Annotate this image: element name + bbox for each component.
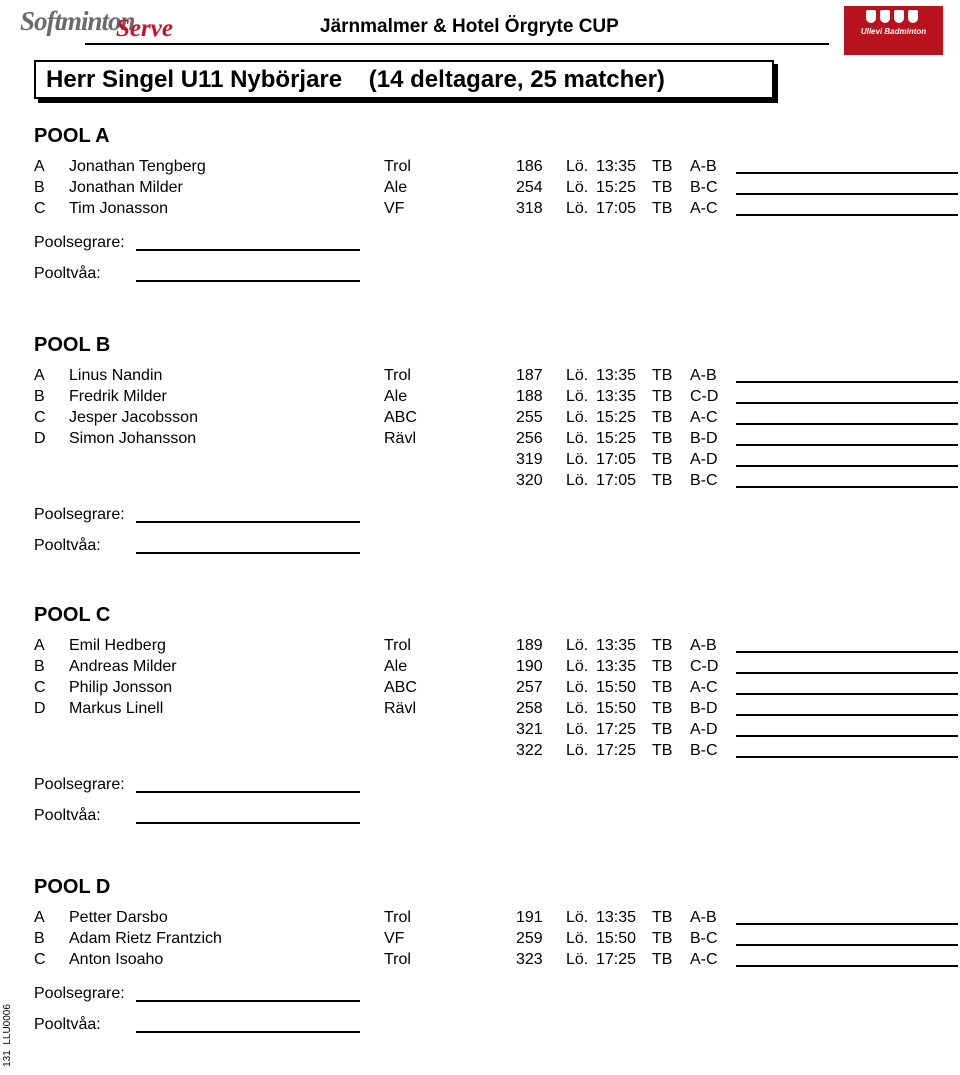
pool-winner-line[interactable] bbox=[136, 521, 360, 523]
match-venue: TB bbox=[652, 679, 673, 696]
match-day: Lö. bbox=[566, 430, 589, 447]
player-name: Jonathan Milder bbox=[69, 179, 183, 196]
player-name: Linus Nandin bbox=[69, 367, 163, 384]
player-position: B bbox=[34, 179, 45, 196]
pool-runner-up-label: Pooltvåa: bbox=[34, 1016, 101, 1033]
match-day: Lö. bbox=[566, 451, 589, 468]
logo-left-word1: Softminton bbox=[20, 6, 135, 36]
match-number: 190 bbox=[516, 658, 543, 675]
match-time: 13:35 bbox=[596, 388, 637, 405]
match-day: Lö. bbox=[566, 388, 589, 405]
match-pairing: B-D bbox=[690, 430, 718, 447]
pool-runner-up-label: Pooltvåa: bbox=[34, 807, 101, 824]
shuttlecock-icon bbox=[894, 10, 904, 23]
match-result-line[interactable] bbox=[736, 214, 958, 216]
shuttlecock-icon bbox=[866, 10, 876, 23]
player-club: Ale bbox=[384, 388, 408, 405]
player-position: B bbox=[34, 658, 45, 675]
player-name: Fredrik Milder bbox=[69, 388, 167, 405]
pool-title: POOL C bbox=[34, 604, 111, 626]
match-day: Lö. bbox=[566, 472, 589, 489]
player-name: Simon Johansson bbox=[69, 430, 197, 447]
shuttlecock-icon bbox=[880, 10, 890, 23]
match-day: Lö. bbox=[566, 367, 589, 384]
cup-title: Järnmalmer & Hotel Örgryte CUP bbox=[320, 16, 619, 37]
match-venue: TB bbox=[652, 179, 673, 196]
match-time: 13:35 bbox=[596, 658, 637, 675]
match-venue: TB bbox=[652, 721, 673, 738]
player-club: Rävl bbox=[384, 700, 417, 717]
match-day: Lö. bbox=[566, 909, 589, 926]
match-number: 322 bbox=[516, 742, 543, 759]
match-result-line[interactable] bbox=[736, 693, 958, 695]
match-pairing: A-B bbox=[690, 909, 717, 926]
softminton-serve-logo bbox=[20, 4, 185, 44]
match-time: 17:25 bbox=[596, 951, 637, 968]
match-result-line[interactable] bbox=[736, 172, 958, 174]
player-position: C bbox=[34, 409, 46, 426]
player-position: C bbox=[34, 679, 46, 696]
match-number: 321 bbox=[516, 721, 543, 738]
ullevi-badminton-logo bbox=[844, 6, 943, 55]
match-pairing: B-C bbox=[690, 742, 718, 759]
event-title-box bbox=[34, 60, 774, 99]
shuttlecock-icon bbox=[908, 10, 918, 23]
match-pairing: A-C bbox=[690, 409, 718, 426]
match-result-line[interactable] bbox=[736, 672, 958, 674]
title-underline bbox=[85, 43, 829, 45]
match-day: Lö. bbox=[566, 679, 589, 696]
match-day: Lö. bbox=[566, 721, 589, 738]
match-venue: TB bbox=[652, 409, 673, 426]
match-result-line[interactable] bbox=[736, 965, 958, 967]
player-name: Adam Rietz Frantzich bbox=[69, 930, 222, 947]
match-result-line[interactable] bbox=[736, 735, 958, 737]
match-pairing: A-D bbox=[690, 721, 718, 738]
pool-winner-label: Poolsegrare: bbox=[34, 506, 125, 523]
player-name: Tim Jonasson bbox=[69, 200, 168, 217]
player-name: Andreas Milder bbox=[69, 658, 177, 675]
match-venue: TB bbox=[652, 388, 673, 405]
match-time: 15:25 bbox=[596, 179, 637, 196]
match-number: 318 bbox=[516, 200, 543, 217]
player-position: D bbox=[34, 700, 46, 717]
match-result-line[interactable] bbox=[736, 193, 958, 195]
pool-title: POOL A bbox=[34, 125, 110, 147]
match-number: 259 bbox=[516, 930, 543, 947]
player-club: VF bbox=[384, 200, 405, 217]
player-name: Jonathan Tengberg bbox=[69, 158, 206, 175]
event-title: Herr Singel U11 Nybörjare (14 deltagare, 25 matcher) bbox=[46, 66, 665, 93]
match-time: 15:50 bbox=[596, 700, 637, 717]
match-result-line[interactable] bbox=[736, 944, 958, 946]
match-result-line[interactable] bbox=[736, 651, 958, 653]
match-venue: TB bbox=[652, 742, 673, 759]
player-name: Philip Jonsson bbox=[69, 679, 173, 696]
match-venue: TB bbox=[652, 472, 673, 489]
match-pairing: C-D bbox=[690, 388, 719, 405]
match-pairing: A-B bbox=[690, 637, 717, 654]
match-time: 17:25 bbox=[596, 742, 637, 759]
player-position: C bbox=[34, 951, 46, 968]
match-time: 15:50 bbox=[596, 930, 637, 947]
match-result-line[interactable] bbox=[736, 756, 958, 758]
player-name: Emil Hedberg bbox=[69, 637, 166, 654]
match-result-line[interactable] bbox=[736, 423, 958, 425]
player-name: Anton Isoaho bbox=[69, 951, 164, 968]
player-club: Ale bbox=[384, 658, 408, 675]
pool-runner-up-line[interactable] bbox=[136, 280, 360, 282]
match-result-line[interactable] bbox=[736, 714, 958, 716]
match-number: 319 bbox=[516, 451, 543, 468]
pool-title: POOL B bbox=[34, 334, 111, 356]
match-venue: TB bbox=[652, 930, 673, 947]
player-position: A bbox=[34, 909, 45, 926]
logo-left-word2: Serve bbox=[116, 15, 173, 42]
match-venue: TB bbox=[652, 951, 673, 968]
match-day: Lö. bbox=[566, 158, 589, 175]
player-position: B bbox=[34, 930, 45, 947]
match-venue: TB bbox=[652, 200, 673, 217]
match-day: Lö. bbox=[566, 637, 589, 654]
match-result-line[interactable] bbox=[736, 402, 958, 404]
footer-document-code: 131 LLU0006 bbox=[1, 1004, 13, 1067]
player-position: A bbox=[34, 637, 45, 654]
match-venue: TB bbox=[652, 909, 673, 926]
match-result-line[interactable] bbox=[736, 444, 958, 446]
match-time: 15:50 bbox=[596, 679, 637, 696]
player-position: A bbox=[34, 367, 45, 384]
match-time: 15:25 bbox=[596, 409, 637, 426]
match-day: Lö. bbox=[566, 951, 589, 968]
pool-runner-up-label: Pooltvåa: bbox=[34, 537, 101, 554]
player-position: C bbox=[34, 200, 46, 217]
match-time: 13:35 bbox=[596, 367, 637, 384]
match-pairing: A-C bbox=[690, 679, 718, 696]
pool-runner-up-label: Pooltvåa: bbox=[34, 265, 101, 282]
match-time: 17:25 bbox=[596, 721, 637, 738]
match-result-line[interactable] bbox=[736, 465, 958, 467]
player-position: A bbox=[34, 158, 45, 175]
player-club: Trol bbox=[384, 637, 411, 654]
match-venue: TB bbox=[652, 430, 673, 447]
match-number: 189 bbox=[516, 637, 543, 654]
match-time: 13:35 bbox=[596, 158, 637, 175]
match-venue: TB bbox=[652, 158, 673, 175]
match-pairing: B-C bbox=[690, 179, 718, 196]
pool-runner-up-line[interactable] bbox=[136, 822, 360, 824]
match-venue: TB bbox=[652, 637, 673, 654]
match-number: 320 bbox=[516, 472, 543, 489]
match-pairing: A-B bbox=[690, 367, 717, 384]
player-club: Trol bbox=[384, 909, 411, 926]
player-position: B bbox=[34, 388, 45, 405]
pool-runner-up-line[interactable] bbox=[136, 1031, 360, 1033]
pool-title: POOL D bbox=[34, 876, 111, 898]
match-venue: TB bbox=[652, 700, 673, 717]
match-number: 186 bbox=[516, 158, 543, 175]
match-number: 191 bbox=[516, 909, 543, 926]
match-time: 15:25 bbox=[596, 430, 637, 447]
logo-right-text: Ullevi Badminton bbox=[860, 27, 927, 36]
match-pairing: A-C bbox=[690, 951, 718, 968]
match-pairing: B-C bbox=[690, 472, 718, 489]
player-name: Markus Linell bbox=[69, 700, 164, 717]
match-day: Lö. bbox=[566, 742, 589, 759]
player-club: Trol bbox=[384, 158, 411, 175]
player-position: D bbox=[34, 430, 46, 447]
match-result-line[interactable] bbox=[736, 486, 958, 488]
match-venue: TB bbox=[652, 367, 673, 384]
match-number: 258 bbox=[516, 700, 543, 717]
match-venue: TB bbox=[652, 658, 673, 675]
match-number: 187 bbox=[516, 367, 543, 384]
pool-winner-line[interactable] bbox=[136, 1000, 360, 1002]
match-day: Lö. bbox=[566, 700, 589, 717]
pool-winner-label: Poolsegrare: bbox=[34, 985, 125, 1002]
player-club: Rävl bbox=[384, 430, 417, 447]
player-club: ABC bbox=[384, 679, 417, 696]
match-number: 188 bbox=[516, 388, 543, 405]
match-time: 13:35 bbox=[596, 909, 637, 926]
match-number: 255 bbox=[516, 409, 543, 426]
player-club: Trol bbox=[384, 367, 411, 384]
match-number: 256 bbox=[516, 430, 543, 447]
match-time: 17:05 bbox=[596, 200, 637, 217]
match-pairing: A-C bbox=[690, 200, 718, 217]
match-result-line[interactable] bbox=[736, 381, 958, 383]
player-club: VF bbox=[384, 930, 405, 947]
match-time: 13:35 bbox=[596, 637, 637, 654]
pool-runner-up-line[interactable] bbox=[136, 552, 360, 554]
pool-winner-line[interactable] bbox=[136, 791, 360, 793]
match-day: Lö. bbox=[566, 409, 589, 426]
match-pairing: B-C bbox=[690, 930, 718, 947]
player-club: ABC bbox=[384, 409, 417, 426]
player-club: Ale bbox=[384, 179, 408, 196]
match-pairing: B-D bbox=[690, 700, 718, 717]
match-time: 17:05 bbox=[596, 472, 637, 489]
player-name: Petter Darsbo bbox=[69, 909, 168, 926]
player-name: Jesper Jacobsson bbox=[69, 409, 198, 426]
match-pairing: A-B bbox=[690, 158, 717, 175]
match-number: 257 bbox=[516, 679, 543, 696]
match-number: 254 bbox=[516, 179, 543, 196]
pool-winner-label: Poolsegrare: bbox=[34, 234, 125, 251]
match-pairing: C-D bbox=[690, 658, 719, 675]
pool-winner-label: Poolsegrare: bbox=[34, 776, 125, 793]
match-day: Lö. bbox=[566, 179, 589, 196]
pool-winner-line[interactable] bbox=[136, 249, 360, 251]
match-pairing: A-D bbox=[690, 451, 718, 468]
match-day: Lö. bbox=[566, 930, 589, 947]
match-result-line[interactable] bbox=[736, 923, 958, 925]
match-venue: TB bbox=[652, 451, 673, 468]
match-day: Lö. bbox=[566, 658, 589, 675]
player-club: Trol bbox=[384, 951, 411, 968]
match-number: 323 bbox=[516, 951, 543, 968]
match-day: Lö. bbox=[566, 200, 589, 217]
match-time: 17:05 bbox=[596, 451, 637, 468]
